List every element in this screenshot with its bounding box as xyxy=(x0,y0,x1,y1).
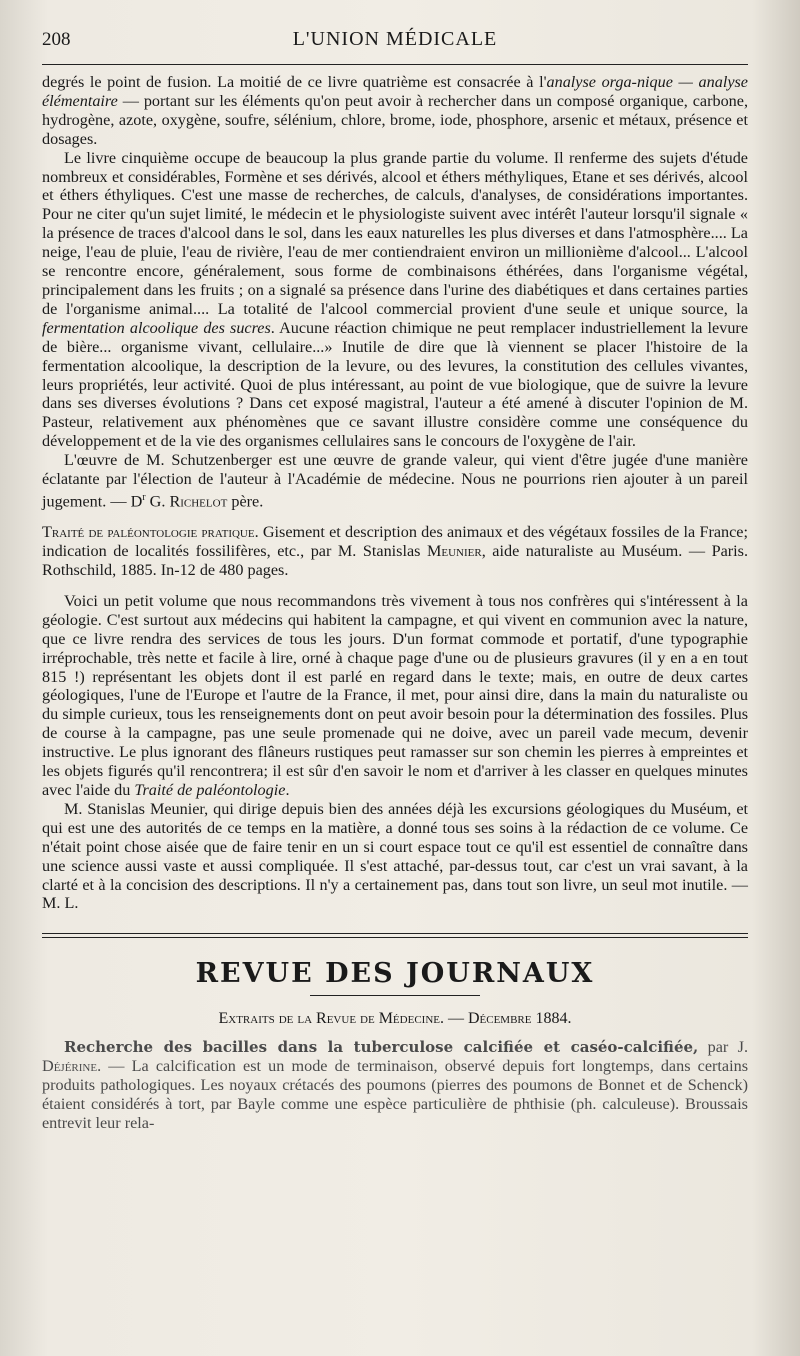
paragraph: degrés le point de fusion. La moitié de ce livre quatrième est consacrée à l'analyse orga-nique — analyse élémentaire — portant sur les éléments qu'on peut avoir à rechercher dans un composé organique, carbone, hydrogène, azote, oxygène, soufre, sélénium, chlore, brome, iode, phosphore, arsenic et métaux, présence et dosages. xyxy=(42,73,748,148)
review-paleontologie xyxy=(42,523,748,913)
book-title: Traité de paléontologie pratique. xyxy=(42,523,259,542)
article-author: Déjérine xyxy=(42,1057,98,1076)
article-title: Recherche des bacilles dans la tuberculose calcifiée et caséo-calcifiée, xyxy=(64,1038,699,1057)
paragraph: Le livre cinquième occupe de beaucoup la plus grande partie du volume. Il renferme des sujets d'étude nombreux et considérables, Formène et ses dérivés, alcool et éthers méthyliques, Etane et ses dérivés, alcool et éthers éthyliques. C'est une masse de recherches, de calculs, d'analyses, de considérations importantes. Pour ne citer qu'un sujet limité, le médecin et le physiologiste suivent avec intérêt l'auteur lorsqu'il signale « la présence de traces d'alcool dans le sol, dans les eaux naturelles les plus diverses et dans l'atmosphère.... La neige, l'eau de pluie, l'eau de rivière, l'eau de mer contiendraient environ un millionième d'alcool... L'alcool se rencontre encore, généralement, sous forme de combinaisons éthérées, dans l'organisme végétal, principalement dans les fruits ; on a signalé sa présence dans l'urine des diabétiques et dans certaines parties de l'organisme animal.... La totalité de l'alcool commercial provient d'une seule et unique source, la fermentation alcoolique des sucres. Aucune réaction chimique ne peut remplacer industriellement la levure de bière... organisme vivant, cellulaire...» Inutile de dire que là viennent se placer l'histoire de la fermentation alcoolique, la description de la levure, ou des levures, la constitution des cellules vivantes, leurs propriétés, leur activité. Quoi de plus intéressant, au point de vue biologique, que de suivre la levure dans ses diverses évolutions ? Dans cet exposé magistral, l'auteur a été amené à discuter l'opinion de M. Pasteur, relativement aux phénomènes que ce savant illustre considère comme une conséquence du développement et de la vie des organismes cellulaires sans le concours de l'oxygène de l'air. xyxy=(42,148,748,451)
page-header xyxy=(42,28,748,62)
section-title: REVUE DES JOURNAUX xyxy=(195,958,595,990)
review-schutzenberger xyxy=(42,73,748,511)
book-author: Meunier xyxy=(426,542,482,561)
header-rule xyxy=(42,64,748,65)
section-subtitle: Extraits de la Revue de Médecine. — Décembre 1884. xyxy=(218,1010,572,1028)
paragraph: L'œuvre de M. Schutzenberger est une œuvre de grande valeur, qui vient d'être jugée d'une manière éclatante par l'élection de l'auteur à l'Académie de médecine. Nous ne pourrions rien ajouter à un pareil jugement. — $D^r$ G. Richelot père. xyxy=(42,451,748,511)
running-title: L'UNION MÉDICALE xyxy=(292,28,498,50)
paragraph: Voici un petit volume que nous recommandons très vivement à tous nos confrères qui s'intéressent à la géologie. C'est surtout aux médecins qui habitent la campagne, et qui vivent en communion avec la nature, que ce livre rendra des services de tous les jours. D'un format commode et portatif, d'une typographie irréprochable, très nette et facile à lire, orné à chaque page d'une ou de plusieurs gravures (il y en a en tout 815 !) représentant les objets dont il est parlé en regard dans le texte; mais, en outre de deux cartes géologiques, l'une de l'Europe et l'autre de la France, il met, pour ainsi dire, dans la main du naturaliste ou du simple curieux, tous les renseignements dont on peut avoir besoin pour la détermination des fossiles. Plus de course à la campagne, pas une seule promenade qui ne doive, avec un pareil vade mecum, devenir instructive. Le plus ignorant des flâneurs rustiques peut ramasser sur son chemin les pierres à empreintes et les objets figurés qu'il rencontrera; il est sûr d'en savoir le nom et d'arriver à les classer en quelques minutes avec l'aide du Traité de paléontologie. xyxy=(42,591,748,800)
signature: G. Richelot xyxy=(145,492,228,511)
page-number: 208 xyxy=(42,29,71,50)
section-divider xyxy=(42,933,748,938)
article-paragraph: Recherche des bacilles dans la tuberculose calcifiée et caséo-calcifiée, par J. Déjérine. — La calcification est un mode de terminaison, observé depuis fort longtemps, dans certains produits pathologiques. Les noyaux crétacés des poumons (pierres des poumons de Bonnet et de Schenck) étaient considérés à tort, par Bayle comme une espèce particulière de phthisie (ph. calculeuse). Broussais entrevit leur rela- xyxy=(42,1038,749,1132)
paragraph: M. Stanislas Meunier, qui dirige depuis bien des années déjà les excursions géologiques du Muséum, et qui est une des autorités de ce temps en la matière, a donné tous ses soins à la rédaction de ce volume. Ce n'était point chose aisée que de faire tenir en un si court espace tout ce qu'il est essentiel de connaître dans une science aussi vaste et aussi compliquée. Il s'est attaché, par-dessus tout, car c'est un vrai savant, à la clarté et à la concision des descriptions. Il n'y a certainement pas, dans tout son livre, un seul mot inutile. — M. L. xyxy=(42,799,748,913)
section-underline xyxy=(310,995,480,996)
book-citation: Traité de paléontologie pratique. Gisement et description des animaux et des végétaux fossiles de la France; indication de localités fossilifères, etc., par M. Stanislas Meunier, aide naturaliste au Muséum. — Paris. Rothschild, 1885. In-12 de 480 pages. xyxy=(42,523,748,580)
